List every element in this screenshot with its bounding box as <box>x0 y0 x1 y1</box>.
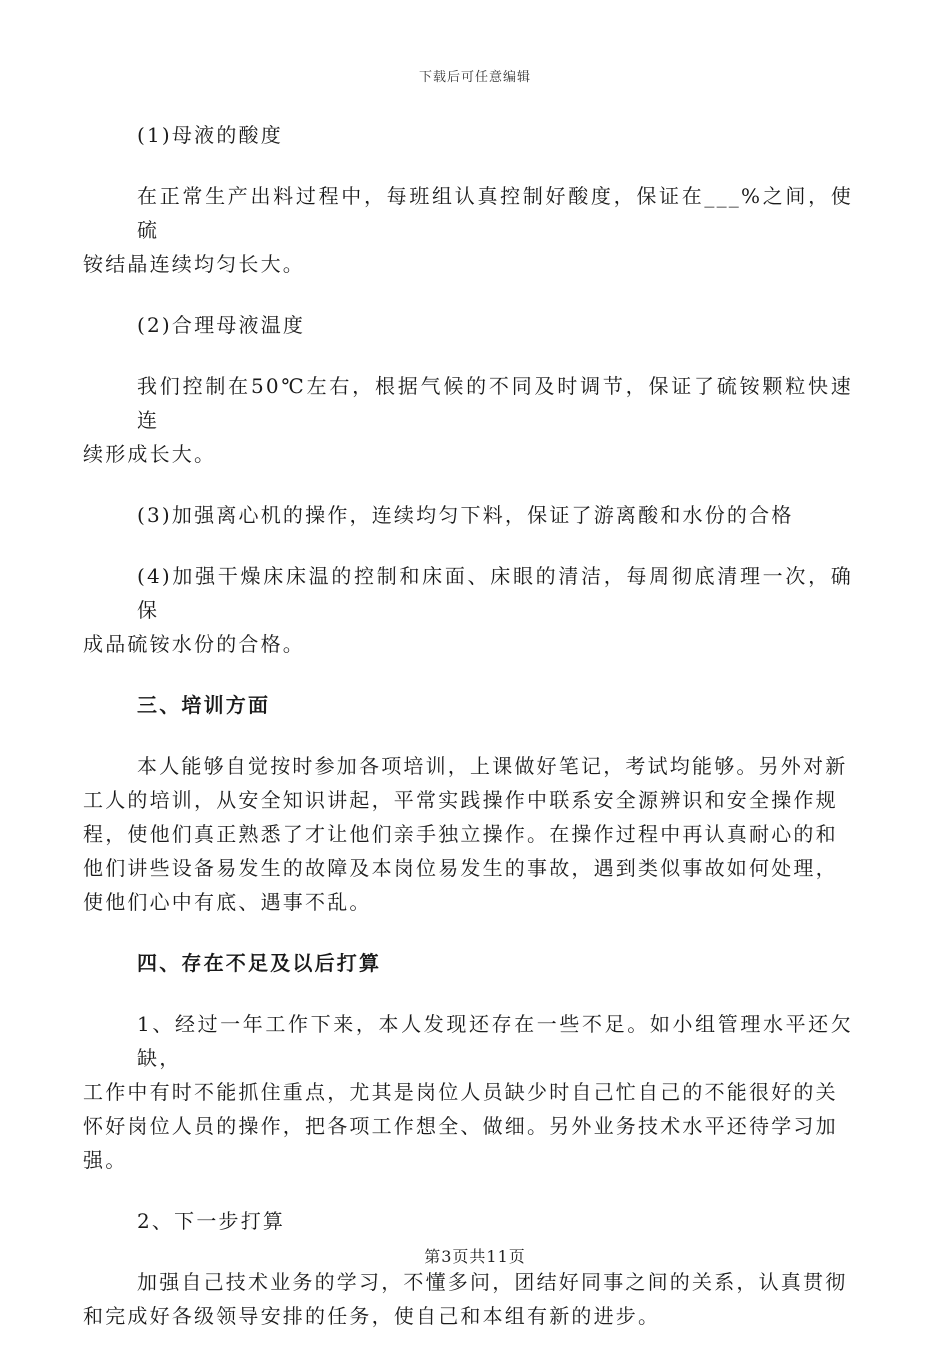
paragraph-training <box>83 749 853 919</box>
paragraph-next-steps <box>83 1265 853 1333</box>
line: 使他们心中有底、遇事不乱。 <box>83 890 372 914</box>
subheading-mother-liquor-temperature <box>137 308 853 342</box>
paragraph-acidity-control <box>83 179 853 281</box>
subheading-text: 2、下一步打算 <box>137 1209 286 1233</box>
line: 成品硫铵水份的合格。 <box>83 632 305 656</box>
page-footer: 第3页共11页 <box>424 1247 526 1266</box>
paragraph-drying-bed <box>83 559 853 661</box>
line: 强。 <box>83 1148 128 1172</box>
heading-text: 三、培训方面 <box>137 693 271 717</box>
section-heading-training <box>137 688 853 722</box>
line: (4)加强干燥床床温的控制和床面、床眼的清洁，每周彻底清理一次，确保 <box>137 564 853 622</box>
line: 他们讲些设备易发生的故障及本岗位易发生的事故，遇到类似事故如何处理， <box>83 856 838 880</box>
line: 怀好岗位人员的操作，把各项工作想全、做细。另外业务技术水平还待学习加 <box>83 1114 838 1138</box>
document-body <box>83 118 853 1360</box>
page-header: 下载后可任意编辑 <box>418 70 531 85</box>
subheading-text: (1)母液的酸度 <box>137 123 283 147</box>
line: 我们控制在50℃左右，根据气候的不同及时调节，保证了硫铵颗粒快速连 <box>137 374 853 432</box>
paragraph-shortcomings <box>83 1007 853 1177</box>
line: 续形成长大。 <box>83 442 217 466</box>
heading-text: 四、存在不足及以后打算 <box>137 951 382 975</box>
line: 加强自己技术业务的学习，不懂多问，团结好同事之间的关系，认真贯彻 <box>137 1270 848 1294</box>
line: 和完成好各级领导安排的任务，使自己和本组有新的进步。 <box>83 1304 661 1328</box>
subheading-centrifuge-operation <box>137 498 853 532</box>
section-heading-shortcomings <box>137 946 853 980</box>
subheading-text: (2)合理母液温度 <box>137 313 306 337</box>
line: 1、经过一年工作下来，本人发现还存在一些不足。如小组管理水平还欠缺， <box>137 1012 853 1070</box>
line: 工人的培训，从安全知识讲起，平常实践操作中联系安全源辨识和安全操作规 <box>83 788 838 812</box>
line: 在正常生产出料过程中，每班组认真控制好酸度，保证在___%之间，使硫 <box>137 184 853 242</box>
line: 程，使他们真正熟悉了才让他们亲手独立操作。在操作过程中再认真耐心的和 <box>83 822 838 846</box>
subheading-next-steps <box>137 1204 853 1238</box>
line: 本人能够自觉按时参加各项培训，上课做好笔记，考试均能够。另外对新 <box>137 754 848 778</box>
paragraph-temperature-control <box>83 369 853 471</box>
line: 工作中有时不能抓住重点，尤其是岗位人员缺少时自己忙自己的不能很好的关 <box>83 1080 838 1104</box>
line: 铵结晶连续均匀长大。 <box>83 252 305 276</box>
subheading-mother-liquor-acidity <box>137 118 853 152</box>
subheading-text: (3)加强离心机的操作，连续均匀下料，保证了游离酸和水份的合格 <box>137 503 794 527</box>
